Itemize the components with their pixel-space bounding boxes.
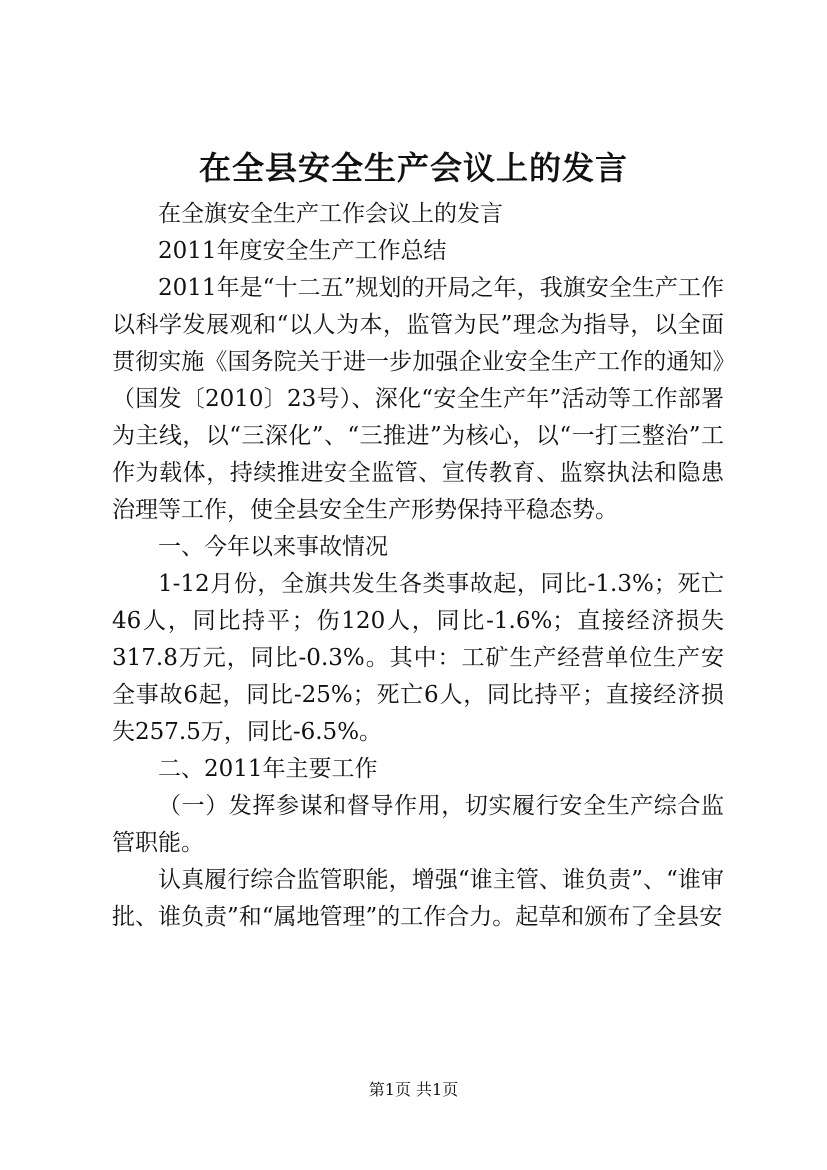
- subsection-heading-1: （一）发挥参谋和督导作用，切实履行安全生产综合监管职能。: [112, 793, 724, 856]
- document-body: [112, 196, 724, 936]
- paragraph-supervision: 认真履行综合监管职能，增强“谁主管、谁负责”、“谁审批、谁负责”和“属地管理”的工作合力。起草和颁布了全县安: [112, 867, 724, 930]
- page-number: 第1页 共1页: [368, 1080, 459, 1099]
- section-heading-2: 二、2011年主要工作: [158, 756, 378, 782]
- paragraph-heading-summary: 2011年度安全生产工作总结: [158, 238, 447, 264]
- paragraph-overview: 2011年是“十二五”规划的开局之年，我旗安全生产工作以科学发展观和“以人为本，监管为民”理念为指导，以全面贯彻实施《国务院关于进一步加强企业安全生产工作的通知》（国发〔2010〕23号）、深化“安全生产年”活动等工作部署为主线，以“三深化”、“三推进”为核心，以“一打三整治”工作为载体，持续推进安全监管、宣传教育、监察执法和隐患治理等工作，使全县安全生产形势保持平稳态势。: [112, 275, 724, 523]
- document-title: 在全县安全生产会议上的发言: [198, 149, 628, 187]
- paragraph-subtitle: 在全旗安全生产工作会议上的发言: [158, 201, 503, 227]
- paragraph-accident-statistics: 1-12月份，全旗共发生各类事故起，同比-1.3%；死亡46人，同比持平；伤120人，同比-1.6%；直接经济损失317.8万元，同比-0.3%。其中：工矿生产经营单位生产安全事故6起，同比-25%；死亡6人，同比持平；直接经济损失257.5万，同比-6.5%。: [112, 571, 724, 745]
- section-heading-1: 一、今年以来事故情况: [158, 534, 388, 560]
